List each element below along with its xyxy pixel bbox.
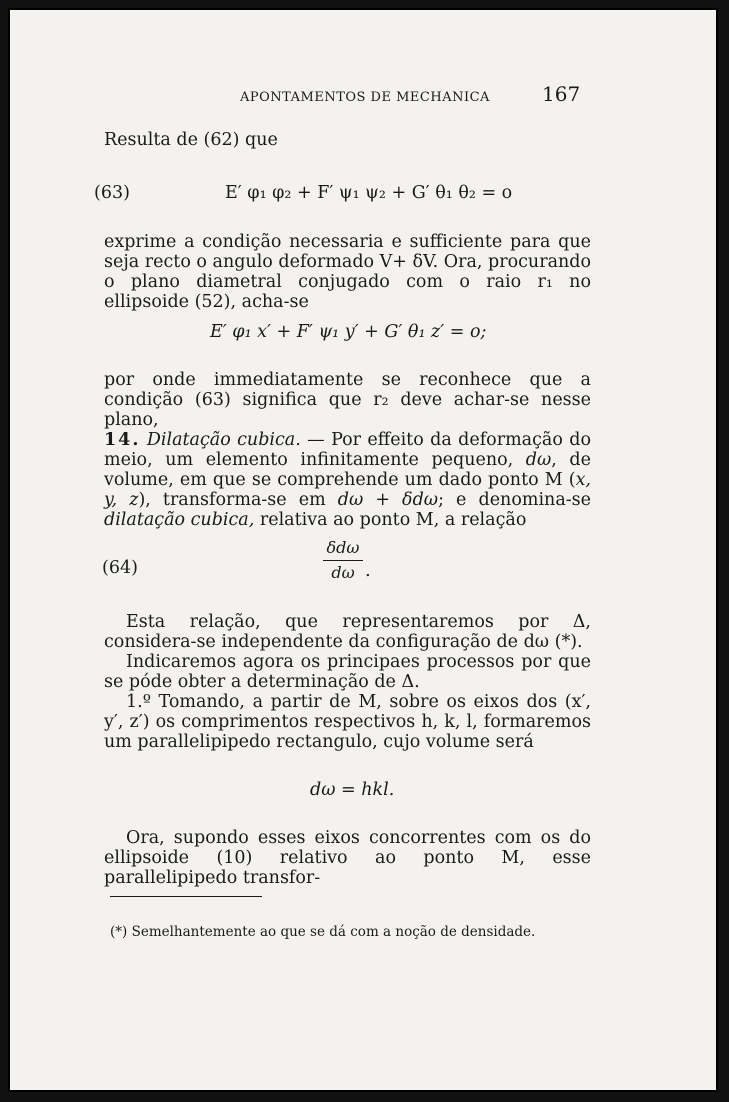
equation-64-period: .: [365, 560, 371, 581]
paragraph-delta: Esta relação, que representaremos por Δ, considera-se independente da configuração de dω (*).: [104, 612, 591, 652]
footnote-rule: [110, 896, 262, 897]
equation-conjugate-plane: E′ φ₁ x′ + F′ ψ₁ y′ + G′ θ₁ z′ = o;: [210, 322, 487, 342]
section-14-paragraph: 14. Dilatação cubica. — Por effeito da deformação do meio, um elemento infinitamente pequeno, dω, de volume, em que se comprehende um dado ponto M (x, y, z), transforma-se em dω + δdω; e denomina-se dilatação cubica, relativa ao ponto M, a relação: [104, 430, 591, 530]
footnote-marker: (*): [110, 924, 128, 940]
footnote: (*) Semelhantemente ao que se dá com a noção de densidade.: [110, 924, 536, 940]
running-header: APONTAMENTOS DE MECHANICA: [240, 90, 490, 105]
defined-term: dilatação cubica,: [104, 510, 255, 530]
paragraph-condition: exprime a condição necessaria e sufficiente para que seja recto o angulo deformado V+ δV. Ora, procurando o plano diametral conjugado com o raio r₁ no ellipsoide (52), acha-se: [104, 232, 592, 312]
intro-line: Resulta de (62) que: [104, 130, 278, 150]
section-title: Dilatação cubica.: [146, 430, 301, 450]
equation-63: E′ φ₁ φ₂ + F′ ψ₁ ψ₂ + G′ θ₁ θ₂ = o: [225, 183, 513, 203]
section-number: 14.: [104, 430, 141, 450]
fraction-bar: [323, 560, 363, 561]
paragraph-transform: Ora, supondo esses eixos concorrentes com os do ellipsoide (10) relativo ao ponto M, esse parallelipipedo transfor-: [104, 828, 591, 888]
paragraph-method-1: 1.º Tomando, a partir de M, sobre os eixos dos (x′, y′, z′) os comprimentos respectivos h, k, l, formaremos um parallelipipedo rectangulo, cujo volume será: [104, 692, 591, 752]
book-page: [8, 8, 718, 1092]
paragraph-processes: Indicaremos agora os principaes processos por que se póde obter a determinação de Δ.: [104, 652, 591, 692]
equation-63-number: (63): [94, 183, 130, 203]
equation-64-fraction: [323, 538, 363, 583]
fraction-denominator: dω: [331, 563, 355, 582]
paragraph-conclusion: por onde immediatamente se reconhece que a condição (63) significa que r₂ deve achar-se nesse plano,: [104, 370, 591, 430]
equation-64-number: (64): [102, 558, 138, 578]
page-number: 167: [542, 82, 581, 106]
fraction-numerator: δdω: [326, 538, 360, 557]
equation-volume: dω = hkl.: [310, 780, 395, 800]
